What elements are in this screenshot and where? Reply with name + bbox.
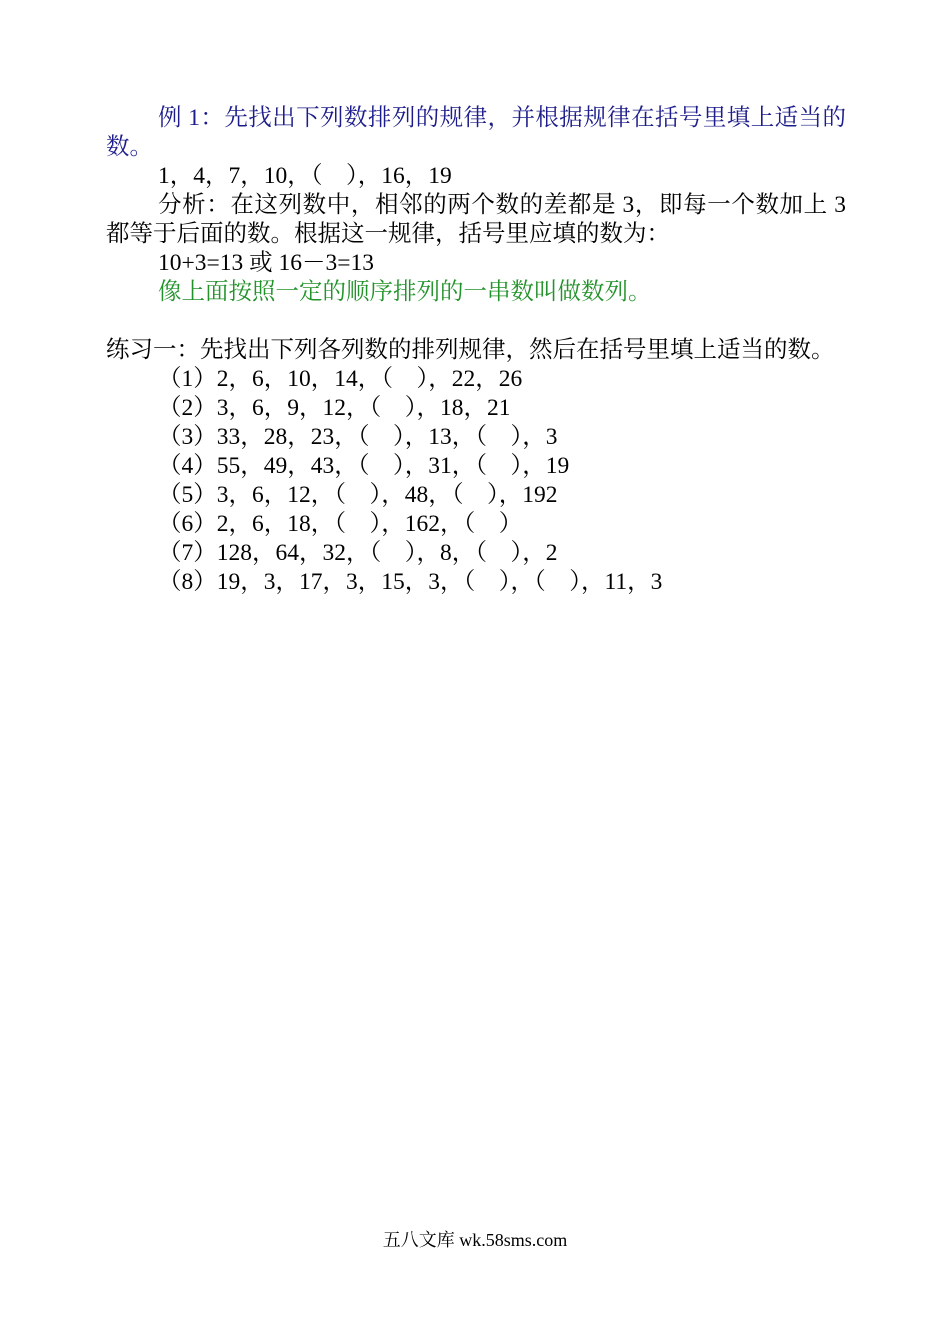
example-sequence: 1，4，7，10，（ ），16，19 bbox=[158, 163, 452, 189]
exercise-item: （8）19，3，17，3，15，3，（ ），（ ），11，3 bbox=[158, 569, 663, 595]
exercise-item: （1）2，6，10，14，（ ），22，26 bbox=[158, 366, 523, 392]
example-answer: 10+3=13 或 16－3=13 bbox=[158, 250, 375, 276]
exercise-item: （6）2，6，18，（ ），162，（ ） bbox=[158, 511, 523, 537]
example-analysis: 分析：在这列数中，相邻的两个数的差都是 3，即每一个数加上 3 都等于后面的数。根据这一规律，括号里应填的数为： bbox=[106, 192, 846, 247]
exercise-item: （7）128，64，32，（ ），8，（ ），2 bbox=[158, 540, 558, 566]
example-title: 例 1：先找出下列数排列的规律，并根据规律在括号里填上适当的数。 bbox=[106, 105, 846, 160]
exercise-item: （3）33，28，23，（ ），13，（ ），3 bbox=[158, 424, 558, 450]
document-body bbox=[106, 104, 846, 597]
exercise-item: （2）3，6，9，12，（ ），18，21 bbox=[158, 395, 511, 421]
page-footer: 五八文库 wk.58sms.com bbox=[382, 1230, 568, 1250]
exercise-title: 练习一：先找出下列各列数的排列规律，然后在括号里填上适当的数。 bbox=[106, 337, 835, 363]
exercise-item: （5）3，6，12，（ ），48，（ ），192 bbox=[158, 482, 558, 508]
paragraph-gap bbox=[106, 307, 846, 336]
sequence-definition: 像上面按照一定的顺序排列的一串数叫做数列。 bbox=[158, 279, 652, 305]
exercise-list bbox=[106, 365, 846, 597]
exercise-item: （4）55，49，43，（ ），31，（ ），19 bbox=[158, 453, 570, 479]
